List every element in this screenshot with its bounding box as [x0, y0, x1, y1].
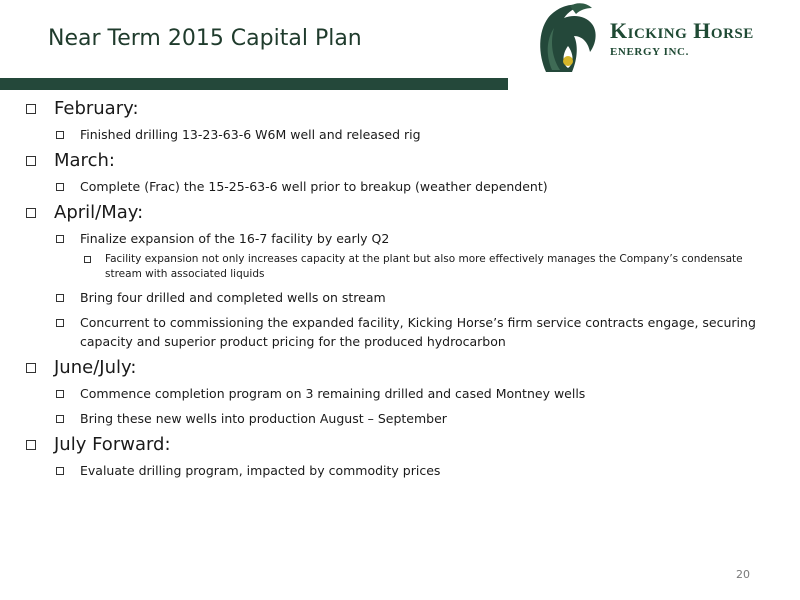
- sub-list-item-text: Facility expansion not only increases capacity at the plant but also more effectively manages the Company’s condensate stream with associated liquids: [105, 253, 743, 280]
- list-item-text: Finished drilling 13-23-63-6 W6M well and released rig: [80, 127, 421, 142]
- section-heading: [26, 357, 766, 378]
- list-item-text: Evaluate drilling program, impacted by commodity prices: [80, 463, 441, 478]
- section-heading-label: February:: [54, 98, 139, 119]
- checkbox-bullet-icon: [56, 131, 64, 139]
- section-heading-label: March:: [54, 150, 115, 171]
- list-item-text: Commence completion program on 3 remaining drilled and cased Montney wells: [80, 386, 586, 401]
- checkbox-bullet-icon: [56, 294, 64, 302]
- section-heading: [26, 202, 766, 223]
- section-march: [26, 150, 766, 196]
- list-item: [56, 229, 766, 248]
- list-item: [56, 461, 766, 480]
- checkbox-bullet-icon: [56, 183, 64, 191]
- checkbox-bullet-icon: [26, 363, 36, 373]
- list-item-text: Complete (Frac) the 15-25-63-6 well prior to breakup (weather dependent): [80, 179, 548, 194]
- list-item: [56, 177, 766, 196]
- section-april-may: [26, 202, 766, 351]
- list-item: [56, 384, 766, 403]
- checkbox-bullet-icon: [26, 208, 36, 218]
- list-item-text: Bring these new wells into production August – September: [80, 411, 447, 426]
- page-number: 20: [736, 568, 750, 581]
- section-february: [26, 98, 766, 144]
- checkbox-bullet-icon: [84, 256, 91, 263]
- checkbox-bullet-icon: [26, 440, 36, 450]
- checkbox-bullet-icon: [56, 390, 64, 398]
- list-item: [56, 288, 766, 307]
- list-item-text: Bring four drilled and completed wells on stream: [80, 290, 386, 305]
- list-item: [56, 409, 766, 428]
- section-heading-label: July Forward:: [54, 434, 171, 455]
- slide-title: Near Term 2015 Capital Plan: [48, 26, 362, 51]
- section-heading-label: April/May:: [54, 202, 144, 223]
- logo-brand-subtitle: ENERGY INC.: [610, 46, 689, 58]
- checkbox-bullet-icon: [26, 104, 36, 114]
- section-heading: [26, 150, 766, 171]
- logo-brand-name: Kicking Horse: [610, 18, 754, 43]
- title-underline-bar: [0, 78, 508, 90]
- section-heading: [26, 98, 766, 119]
- list-item-text: Concurrent to commissioning the expanded facility, Kicking Horse’s firm service contracts engage, securing capacity and superior product pricing for the produced hydrocarbon: [80, 315, 756, 349]
- section-july-forward: [26, 434, 766, 480]
- list-item: [56, 313, 766, 351]
- sub-list-item: [84, 252, 766, 282]
- checkbox-bullet-icon: [56, 467, 64, 475]
- checkbox-bullet-icon: [56, 235, 64, 243]
- bullet-list: [26, 96, 766, 486]
- section-heading: [26, 434, 766, 455]
- section-june-july: [26, 357, 766, 428]
- list-item-text: Finalize expansion of the 16-7 facility by early Q2: [80, 231, 390, 246]
- company-logo: [534, 2, 792, 76]
- checkbox-bullet-icon: [26, 156, 36, 166]
- section-heading-label: June/July:: [54, 357, 137, 378]
- horse-head-icon: [534, 2, 608, 76]
- checkbox-bullet-icon: [56, 319, 64, 327]
- checkbox-bullet-icon: [56, 415, 64, 423]
- list-item: [56, 125, 766, 144]
